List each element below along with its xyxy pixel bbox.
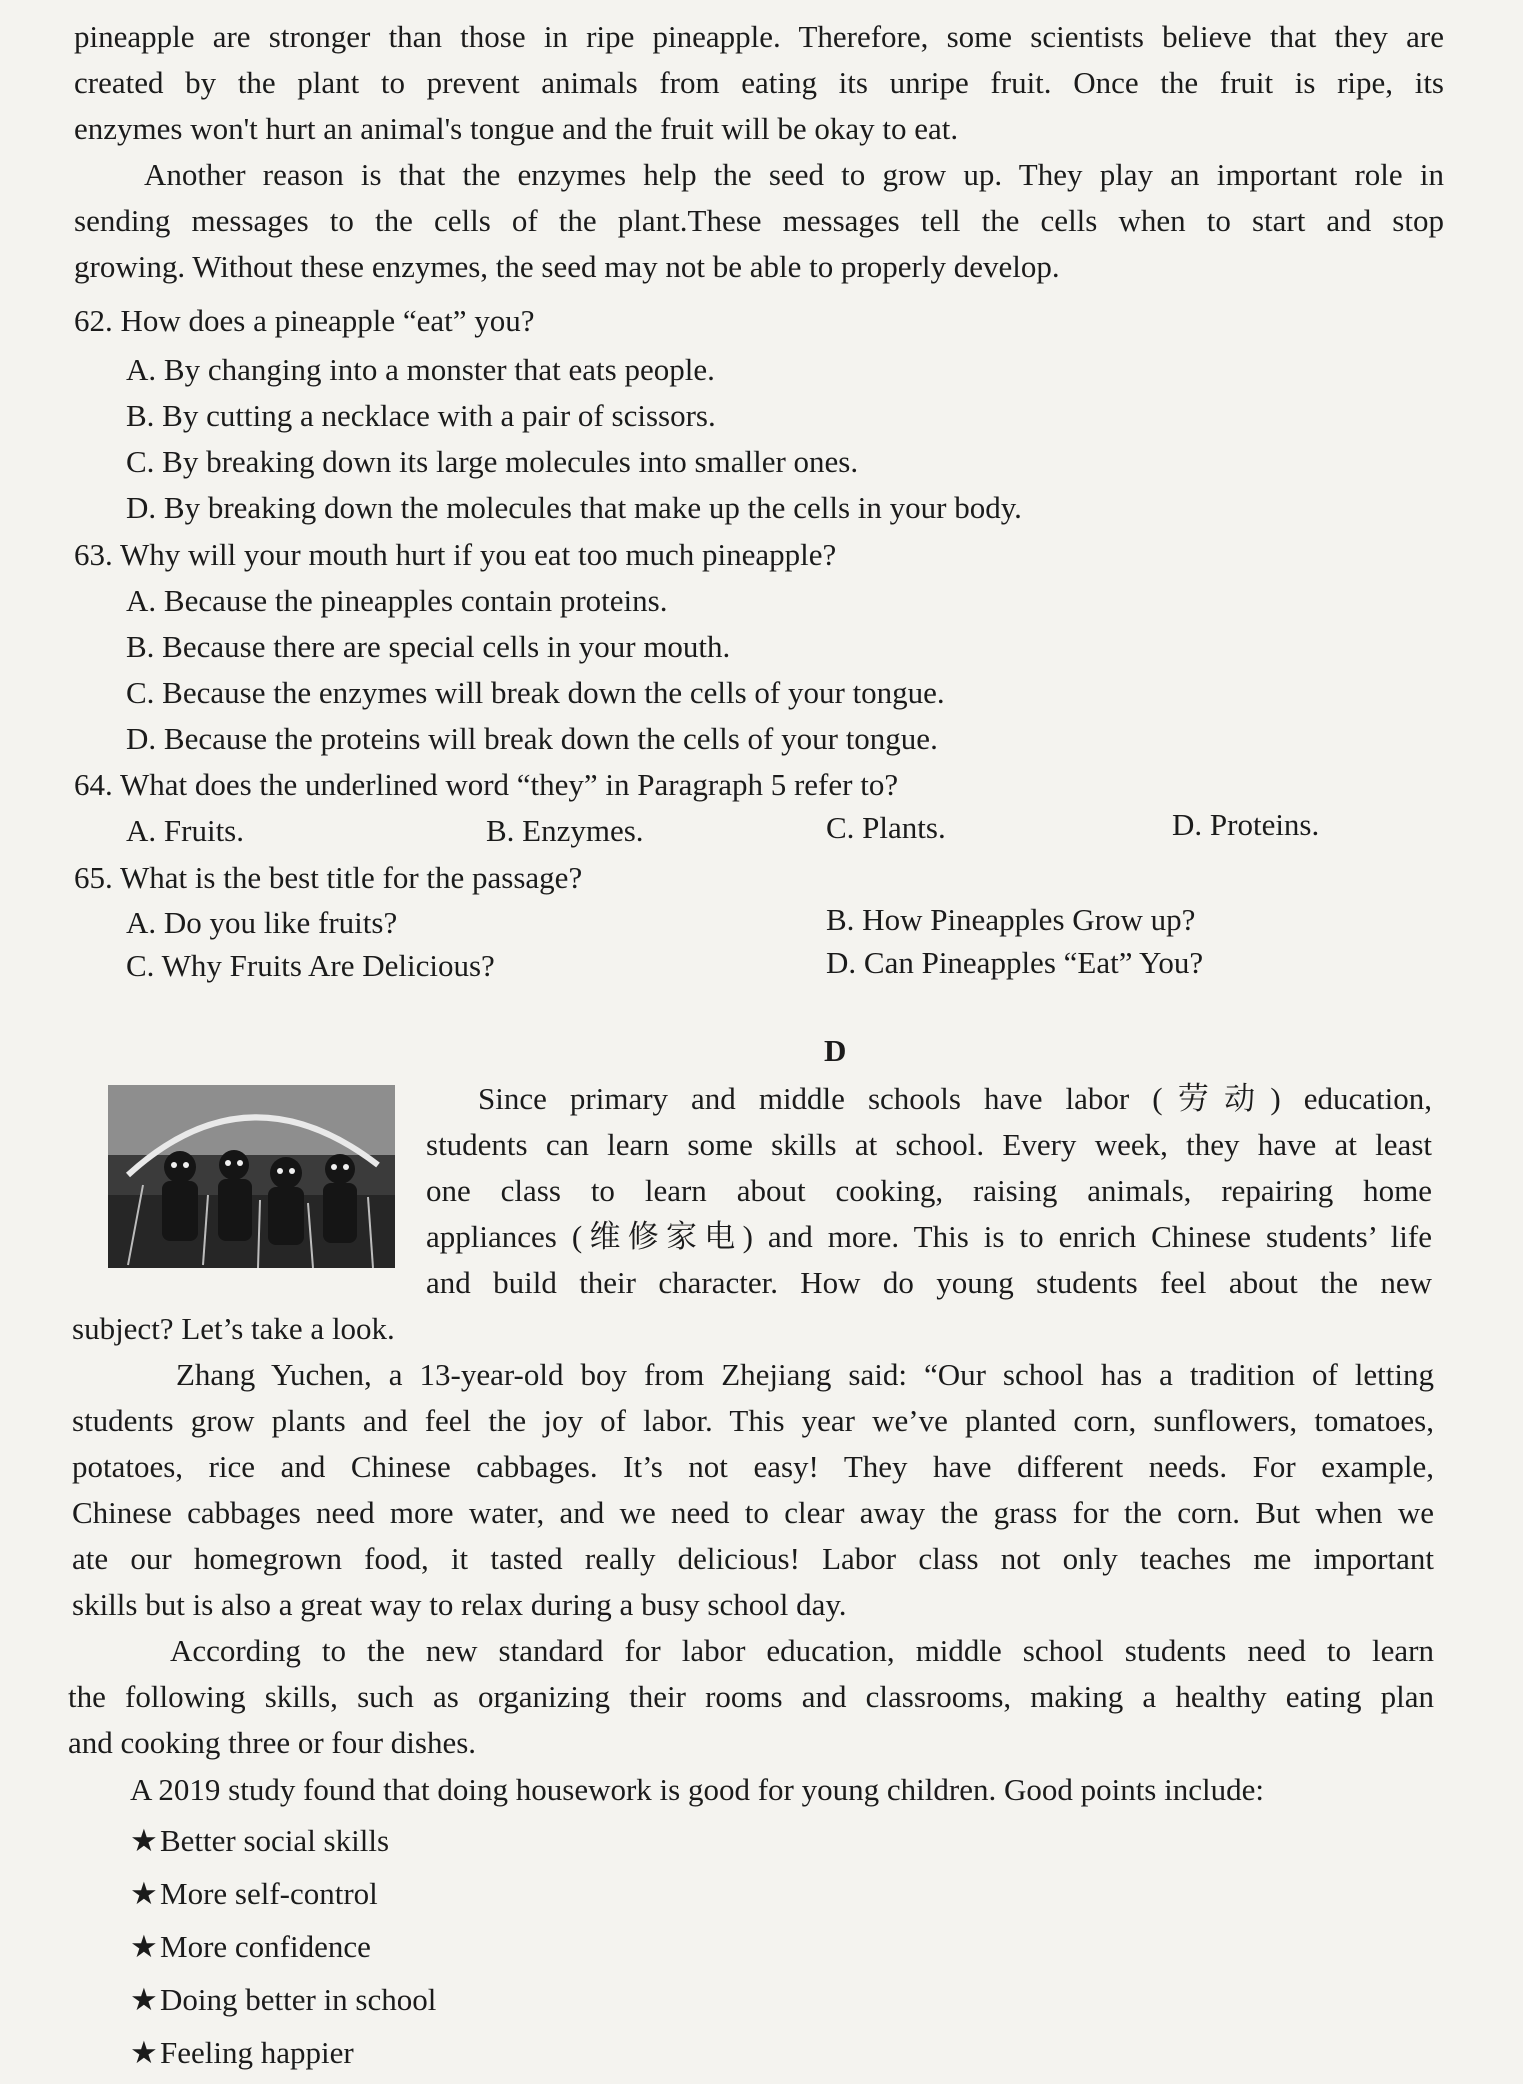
answer-option: C. By breaking down its large molecules into smaller ones. bbox=[126, 444, 859, 479]
section-heading: D bbox=[824, 1033, 847, 1068]
passage-line: skills but is also a great way to relax during a busy school day. bbox=[72, 1587, 847, 1622]
answer-option: C. Plants. bbox=[826, 810, 946, 845]
answer-option: C. Why Fruits Are Delicious? bbox=[126, 948, 495, 983]
answer-option: C. Because the enzymes will break down the cells of your tongue. bbox=[126, 675, 945, 710]
answer-option: D. Proteins. bbox=[1172, 807, 1320, 842]
passage-line: Since primary and middle schools have labor (劳动) education, bbox=[478, 1081, 1432, 1116]
students-photo bbox=[108, 1085, 395, 1268]
passage-line: pineapple are stronger than those in ripe pineapple. Therefore, some scientists believe that they are bbox=[74, 19, 1444, 54]
passage-line: enzymes won't hurt an animal's tongue and the fruit will be okay to eat. bbox=[74, 111, 959, 146]
benefit-item: ★Doing better in school bbox=[130, 1977, 436, 2023]
answer-option: A. By changing into a monster that eats people. bbox=[126, 352, 715, 387]
answer-option: A. Because the pineapples contain proteins. bbox=[126, 583, 668, 618]
answer-option: B. How Pineapples Grow up? bbox=[826, 902, 1196, 937]
passage-line: Another reason is that the enzymes help the seed to grow up. They play an important role in bbox=[144, 157, 1444, 192]
question-stem: 65. What is the best title for the passage? bbox=[74, 860, 583, 895]
passage-line: growing. Without these enzymes, the seed may not be able to properly develop. bbox=[74, 249, 1060, 284]
passage-line: According to the new standard for labor education, middle school students need to learn bbox=[170, 1633, 1434, 1668]
answer-option: B. Enzymes. bbox=[486, 813, 644, 848]
passage-line: subject? Let’s take a look. bbox=[72, 1311, 395, 1346]
star-icon: ★ bbox=[130, 2035, 158, 2070]
benefit-item: ★Better social skills bbox=[130, 1818, 389, 1864]
answer-option: A. Do you like fruits? bbox=[126, 905, 398, 940]
star-icon: ★ bbox=[130, 1823, 158, 1858]
question-stem: 62. How does a pineapple “eat” you? bbox=[74, 303, 535, 338]
passage-line: A 2019 study found that doing housework is good for young children. Good points include: bbox=[130, 1772, 1264, 1807]
passage-line: ate our homegrown food, it tasted really delicious! Labor class not only teaches me important bbox=[72, 1541, 1434, 1576]
passage-line: the following skills, such as organizing their rooms and classrooms, making a healthy eating plan bbox=[68, 1679, 1434, 1714]
passage-line: potatoes, rice and Chinese cabbages. It’s not easy! They have different needs. For example, bbox=[72, 1449, 1434, 1484]
star-icon: ★ bbox=[130, 1982, 158, 2017]
passage-line: Chinese cabbages need more water, and we need to clear away the grass for the corn. But when we bbox=[72, 1495, 1434, 1530]
passage-line: created by the plant to prevent animals from eating its unripe fruit. Once the fruit is ripe, its bbox=[74, 65, 1444, 100]
passage-line: Zhang Yuchen, a 13-year-old boy from Zhejiang said: “Our school has a tradition of letting bbox=[176, 1357, 1434, 1392]
passage-line: students can learn some skills at school. Every week, they have at least bbox=[426, 1127, 1432, 1162]
answer-option: D. By breaking down the molecules that make up the cells in your body. bbox=[126, 490, 1022, 525]
passage-line: appliances (维修家电) and more. This is to enrich Chinese students’ life bbox=[426, 1219, 1432, 1254]
passage-line: and cooking three or four dishes. bbox=[68, 1725, 477, 1760]
answer-option: B. Because there are special cells in your mouth. bbox=[126, 629, 731, 664]
students-field-image bbox=[108, 1085, 395, 1268]
passage-line: sending messages to the cells of the plant.These messages tell the cells when to start and stop bbox=[74, 203, 1444, 238]
passage-line: and build their character. How do young students feel about the new bbox=[426, 1265, 1432, 1300]
answer-option: B. By cutting a necklace with a pair of scissors. bbox=[126, 398, 716, 433]
answer-option: A. Fruits. bbox=[126, 813, 244, 848]
answer-option: D. Can Pineapples “Eat” You? bbox=[826, 945, 1204, 980]
star-icon: ★ bbox=[130, 1876, 158, 1911]
question-stem: 64. What does the underlined word “they” in Paragraph 5 refer to? bbox=[74, 767, 899, 802]
benefit-item: ★More self-control bbox=[130, 1871, 378, 1917]
benefit-item: ★Feeling happier bbox=[130, 2030, 354, 2076]
question-stem: 63. Why will your mouth hurt if you eat too much pineapple? bbox=[74, 537, 837, 572]
passage-line: one class to learn about cooking, raising animals, repairing home bbox=[426, 1173, 1432, 1208]
benefit-item: ★More confidence bbox=[130, 1924, 371, 1970]
passage-line: students grow plants and feel the joy of labor. This year we’ve planted corn, sunflowers, tomatoes, bbox=[72, 1403, 1434, 1438]
star-icon: ★ bbox=[130, 1929, 158, 1964]
answer-option: D. Because the proteins will break down the cells of your tongue. bbox=[126, 721, 938, 756]
